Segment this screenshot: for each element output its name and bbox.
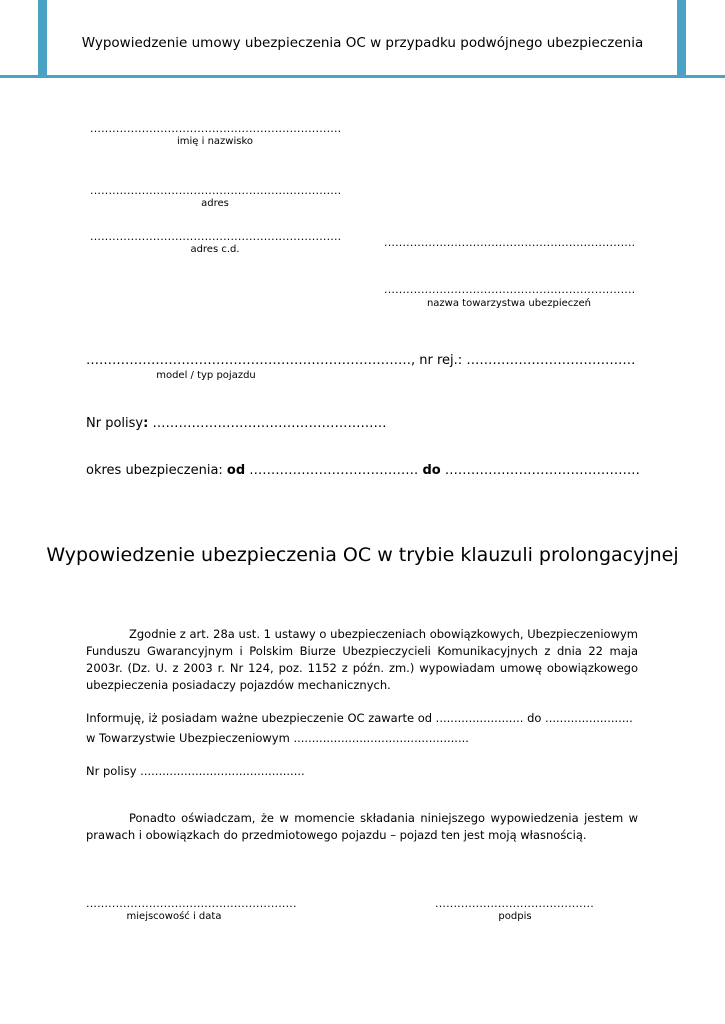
signature-field: ...........................................	[435, 897, 594, 910]
address-field: ....................................................................	[90, 184, 342, 197]
vehicle-line	[86, 353, 635, 368]
place-date-field: .........................................................	[86, 897, 297, 910]
period-from-field: …………………………………	[245, 463, 423, 478]
period-to-label: do	[422, 463, 441, 478]
policy-field: ………………………………………………	[152, 416, 387, 431]
place-date-label: miejscowość i data	[126, 911, 222, 922]
insurer-field-2: ....................................................................	[384, 283, 636, 296]
name-label: imię i nazwisko	[176, 136, 254, 147]
period-label: okres ubezpieczenia:	[86, 463, 227, 478]
period-from-label: od	[226, 463, 246, 478]
policy-label: Nr polisy	[86, 416, 144, 431]
vehicle-model-label: model / typ pojazdu	[156, 370, 256, 381]
reg-number-label: , nr rej.:	[411, 353, 463, 368]
body-policy-line: Nr polisy .............................................	[86, 764, 305, 778]
body-paragraph-1: Zgodnie z art. 28a ust. 1 ustawy o ubezpieczeniach obowiązkowych, Ubezpieczeniowym Funduszu Gwarancyjnym i Polskim Biurze Ubezpieczycieli Komunikacyjnych z dnia 22 maja 2003r. (Dz. U. z 2003 r. Nr 124, poz. 1152 z późn. zm.) wypowiadam umowę obowiązkowego ubezpieczenia posiadaczy pojazdów mechanicznych.	[86, 627, 638, 692]
body-paragraph-4: Ponadto oświadczam, że w momencie składania niniejszego wypowiedzenia jestem w prawach i obowiązkach do przedmiotowego pojazdu – pojazd ten jest moją własnością.	[86, 811, 638, 842]
document-title: Wypowiedzenie ubezpieczenia OC w trybie klauzuli prolongacyjnej	[46, 544, 679, 566]
insurance-period-line: Informuję, iż posiadam ważne ubezpieczenie OC zawarte od ........................ do ........................	[86, 711, 633, 725]
address-label: adres	[201, 198, 229, 209]
policy-line	[86, 416, 386, 431]
header-divider	[0, 75, 725, 78]
insurer-name-line: w Towarzystwie Ubezpieczeniowym ................................................	[86, 731, 469, 745]
period-to-field: ………………………………………	[440, 463, 640, 478]
policy-colon: :	[143, 416, 149, 431]
address2-field: ....................................................................	[90, 230, 342, 243]
reg-number-field: …………………………………	[466, 353, 636, 368]
header-title: Wypowiedzenie umowy ubezpieczenia OC w przypadku podwójnego ubezpieczenia	[81, 35, 644, 51]
name-field: ....................................................................	[90, 122, 342, 135]
signature-label: podpis	[498, 911, 532, 922]
body-paragraph-2	[86, 710, 638, 747]
insurer-label: nazwa towarzystwa ubezpieczeń	[426, 298, 592, 309]
period-line	[86, 463, 640, 478]
address2-label: adres c.d.	[190, 244, 240, 255]
insurer-field-1: ....................................................................	[384, 236, 636, 249]
vehicle-model-field: …………………………………………………………………	[86, 353, 411, 368]
